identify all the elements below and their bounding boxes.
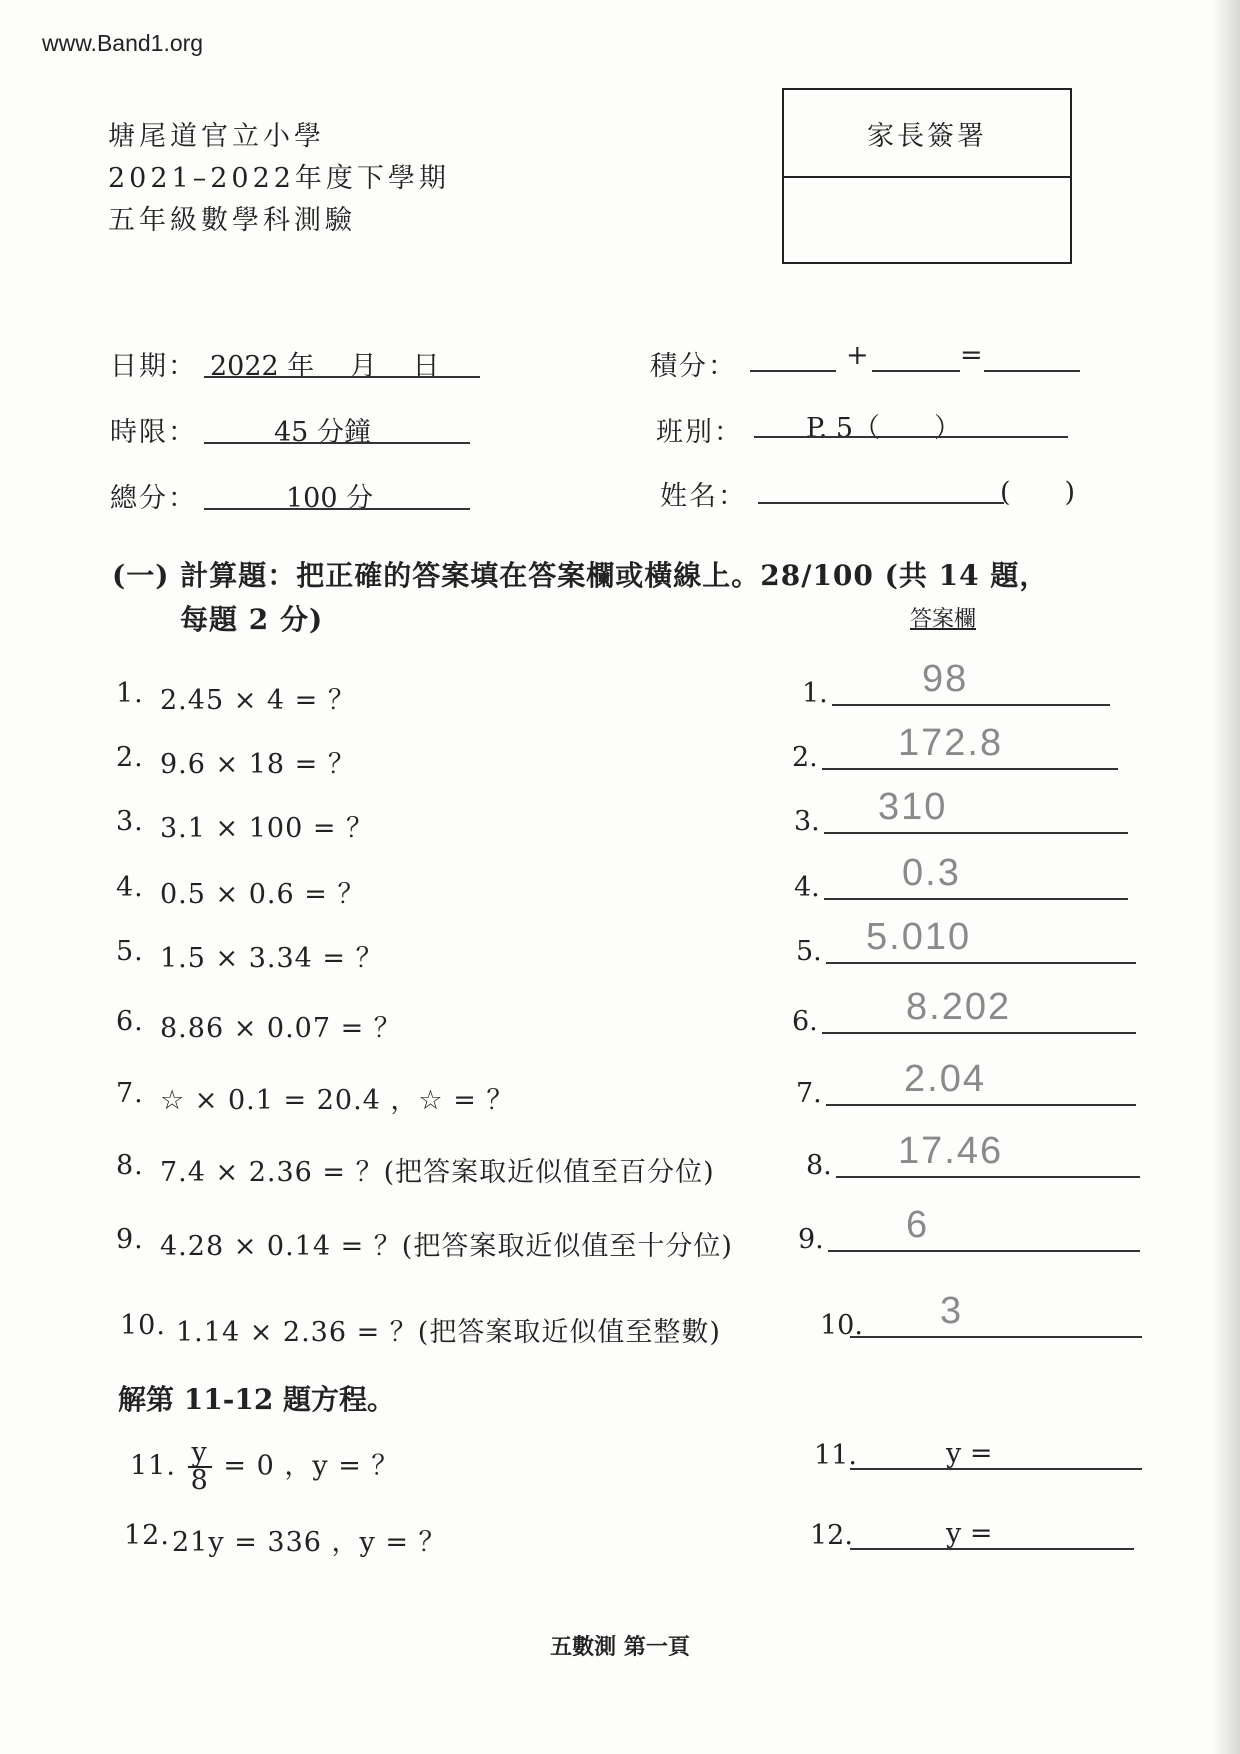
class-underline[interactable] <box>754 436 1068 438</box>
class-number-brackets: ( ) <box>1000 477 1076 508</box>
answer-number-11: 11. <box>814 1440 857 1471</box>
parent-signature-label: 家長簽署 <box>784 90 1070 178</box>
question-number: 9. <box>116 1224 144 1255</box>
question-text: 4.28 × 0.14 = ？(把答案取近似值至十分位) <box>160 1231 733 1262</box>
answer-number: 1. <box>802 678 828 709</box>
answer-column-label: 答案欄 <box>910 607 977 632</box>
name-underline[interactable] <box>758 502 1004 504</box>
question-text: 0.5 × 0.6 = ？ <box>160 879 366 910</box>
question-number: 2. <box>116 742 144 773</box>
answer-number-12: 12. <box>810 1520 853 1551</box>
question-12: 21y = 336 ，y = ？ <box>172 1527 447 1558</box>
question-text: 3.1 × 100 = ？ <box>160 813 375 844</box>
answer-line[interactable] <box>826 1104 1136 1106</box>
parent-signature-box <box>782 88 1072 264</box>
section-title-line1: (一) 計算題：把正確的答案填在答案欄或橫線上。28/100 (共 14 題， <box>112 559 1049 592</box>
answer-line[interactable] <box>822 768 1118 770</box>
watermark: www.Band1.org <box>42 30 204 56</box>
handwritten-answer: 98 <box>922 658 969 700</box>
question-number: 8. <box>116 1150 144 1181</box>
fraction-denominator: 8 <box>190 1465 209 1496</box>
answer-number: 7. <box>796 1078 822 1109</box>
question-number: 6. <box>116 1006 144 1037</box>
question-text: 1.14 × 2.36 = ？(把答案取近似值至整數) <box>176 1317 721 1348</box>
question-text: ☆ × 0.1 = 20.4 ，☆ = ？ <box>160 1085 515 1116</box>
school-header <box>108 116 450 242</box>
class-value: P. 5（ ） <box>806 413 962 444</box>
test-title: 五年級數學科測驗 <box>108 205 356 236</box>
answer-number: 10. <box>820 1310 863 1341</box>
handwritten-answer: 310 <box>878 786 948 828</box>
question-text: 9.6 × 18 = ？ <box>160 749 356 780</box>
question-number: 4. <box>116 872 144 903</box>
date-value: 2022 年 月 日 <box>210 351 440 382</box>
fraction-numerator: y <box>188 1440 212 1468</box>
answer-line[interactable] <box>824 898 1128 900</box>
answer-line[interactable] <box>822 1032 1136 1034</box>
score-equals: = <box>960 340 983 371</box>
section-title-line2: 每題 2 分) <box>180 603 324 636</box>
question-text: 2.45 × 4 = ？ <box>160 685 356 716</box>
answer-line[interactable] <box>850 1336 1142 1338</box>
answer-prefix-11: y = <box>946 1438 993 1469</box>
handwritten-answer: 0.3 <box>902 852 961 894</box>
answer-number: 4. <box>794 872 820 903</box>
answer-line-12[interactable] <box>850 1548 1134 1550</box>
question-number: 3. <box>116 806 144 837</box>
answer-number: 2. <box>792 742 818 773</box>
fraction-y-over-8 <box>188 1437 212 1496</box>
date-label: 日期： <box>110 351 197 382</box>
question-number: 12. <box>124 1520 170 1551</box>
name-label: 姓名： <box>660 481 747 512</box>
handwritten-answer: 2.04 <box>904 1058 986 1100</box>
school-name: 塘尾道官立小學 <box>108 121 325 152</box>
answer-line[interactable] <box>824 832 1128 834</box>
answer-line-11[interactable] <box>850 1468 1142 1470</box>
answer-prefix-12: y = <box>946 1518 993 1549</box>
question-11 <box>130 1437 400 1496</box>
handwritten-answer: 17.46 <box>898 1130 1004 1172</box>
question-text: 7.4 × 2.36 = ？(把答案取近似值至百分位) <box>160 1157 715 1188</box>
question-text: 8.86 × 0.07 = ？ <box>160 1013 402 1044</box>
handwritten-answer: 5.010 <box>866 916 972 958</box>
score-blank-1[interactable] <box>750 370 836 372</box>
handwritten-answer: 172.8 <box>898 722 1004 764</box>
class-label: 班別： <box>656 417 743 448</box>
question-number: 1. <box>116 678 144 709</box>
answer-number: 5. <box>796 936 822 967</box>
question-text: 1.5 × 3.34 = ？ <box>160 943 384 974</box>
parent-signature-field[interactable] <box>784 178 1070 262</box>
total-value: 100 分 <box>286 483 374 514</box>
answer-line[interactable] <box>828 1250 1140 1252</box>
score-blank-3[interactable] <box>984 370 1080 372</box>
total-underline <box>204 508 470 510</box>
section-title <box>112 554 1048 642</box>
answer-line[interactable] <box>832 704 1110 706</box>
duration-underline <box>204 442 470 444</box>
question-number: 5. <box>116 936 144 967</box>
question-text: = 0 ，y = ？ <box>223 1450 400 1482</box>
question-number: 10. <box>120 1310 166 1341</box>
duration-value: 45 分鐘 <box>274 417 371 448</box>
equation-section-title: 解第 11-12 題方程。 <box>118 1383 396 1416</box>
answer-number: 9. <box>798 1224 824 1255</box>
duration-label: 時限： <box>110 417 197 448</box>
answer-line[interactable] <box>836 1176 1140 1178</box>
answer-line[interactable] <box>826 962 1136 964</box>
handwritten-answer: 6 <box>906 1204 930 1246</box>
score-blank-2[interactable] <box>872 370 960 372</box>
school-term: 2021–2022年度下學期 <box>108 163 450 194</box>
answer-number: 6. <box>792 1006 818 1037</box>
page-edge-shadow <box>1212 0 1240 1754</box>
page-footer: 五數測 第一頁 <box>550 1634 690 1660</box>
total-label: 總分： <box>110 483 197 514</box>
score-label: 積分： <box>650 351 737 382</box>
date-underline <box>204 376 480 378</box>
answer-number: 3. <box>794 806 820 837</box>
question-number: 11. <box>130 1450 176 1482</box>
handwritten-answer: 3 <box>940 1290 964 1332</box>
answer-number: 8. <box>806 1150 832 1181</box>
score-plus: + <box>846 340 869 371</box>
handwritten-answer: 8.202 <box>906 986 1012 1028</box>
question-number: 7. <box>116 1078 144 1109</box>
